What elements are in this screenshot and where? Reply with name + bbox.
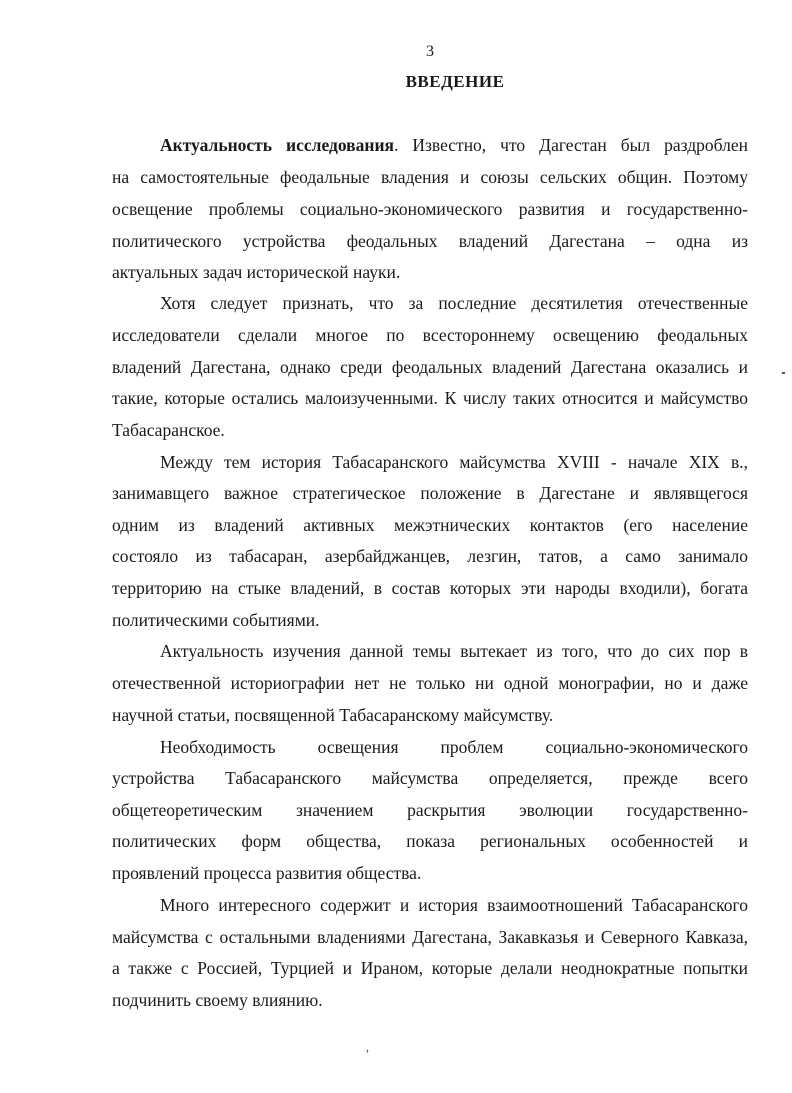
text-line: на самостоятельные феодальные владения и союзы сельских общин. Поэтому xyxy=(112,167,748,187)
scan-speck xyxy=(782,372,785,374)
text-line: политическими событиями. xyxy=(112,610,320,630)
text-line: Табасаранское. xyxy=(112,420,225,440)
lead-phrase: Актуальность исследования xyxy=(160,135,394,155)
page-number: 3 xyxy=(426,43,434,60)
text-line: занимавщего важное стратегическое положение в Дагестане и являвщегося xyxy=(112,483,748,503)
text-line: а также с Россией, Турцией и Ираном, которые делали неоднократные попытки xyxy=(112,958,748,978)
page-heading: ВВЕДЕНИЕ xyxy=(405,72,505,91)
text-line: владений Дагестана, однако среди феодальных владений Дагестана оказались и xyxy=(112,357,748,377)
text-line: Актуальность исследования. Известно, что Дагестан был раздроблен xyxy=(160,135,748,155)
text-line: устройства Табасаранского майсумства определяется, прежде всего xyxy=(112,768,748,788)
text-line: актуальных задач исторической науки. xyxy=(112,262,401,282)
text-line: исследователи сделали многое по всестороннему освещению феодальных xyxy=(112,325,748,345)
text-line: Между тем история Табасаранского майсумства XVIII - начале XIX в., xyxy=(160,452,748,472)
text-line: состояло из табасаран, азербайджанцев, лезгин, татов, а само занимало xyxy=(112,546,748,566)
text-line: общетеоретическим значением раскрытия эволюции государственно- xyxy=(112,800,748,820)
text-line: одним из владений активных межэтнических контактов (его население xyxy=(112,515,748,535)
text-line: Необходимость освещения проблем социально-экономического xyxy=(160,737,748,757)
text-line: майсумства с остальными владениями Дагестана, Закавказья и Северного Кавказа, xyxy=(112,927,748,947)
scan-mark: , xyxy=(366,1040,369,1054)
text-line: политических форм общества, показа региональных особенностей и xyxy=(112,831,748,851)
text-line: подчинить своему влиянию. xyxy=(112,990,323,1010)
text-line: такие, которые остались малоизученными. К числу таких относится и майсумство xyxy=(112,388,748,408)
text-line: освещение проблемы социально-экономического развития и государственно- xyxy=(112,199,748,219)
text-line: территорию на стыке владений, в состав которых эти народы входили), богата xyxy=(112,578,748,598)
text-line: проявлений процесса развития общества. xyxy=(112,863,422,883)
text-line: Много интересного содержит и история взаимоотношений Табасаранского xyxy=(160,895,748,915)
text-line: Хотя следует признать, что за последние десятилетия отечественные xyxy=(160,293,748,313)
text-line: политического устройства феодальных владений Дагестана – одна из xyxy=(112,231,748,251)
text-line: Актуальность изучения данной темы вытекает из того, что до сих пор в xyxy=(160,641,748,661)
text-line: научной статьи, посвященной Табасаранскому майсумству. xyxy=(112,705,554,725)
text-line: отечественной историографии нет не только ни одной монографии, но и даже xyxy=(112,673,748,693)
